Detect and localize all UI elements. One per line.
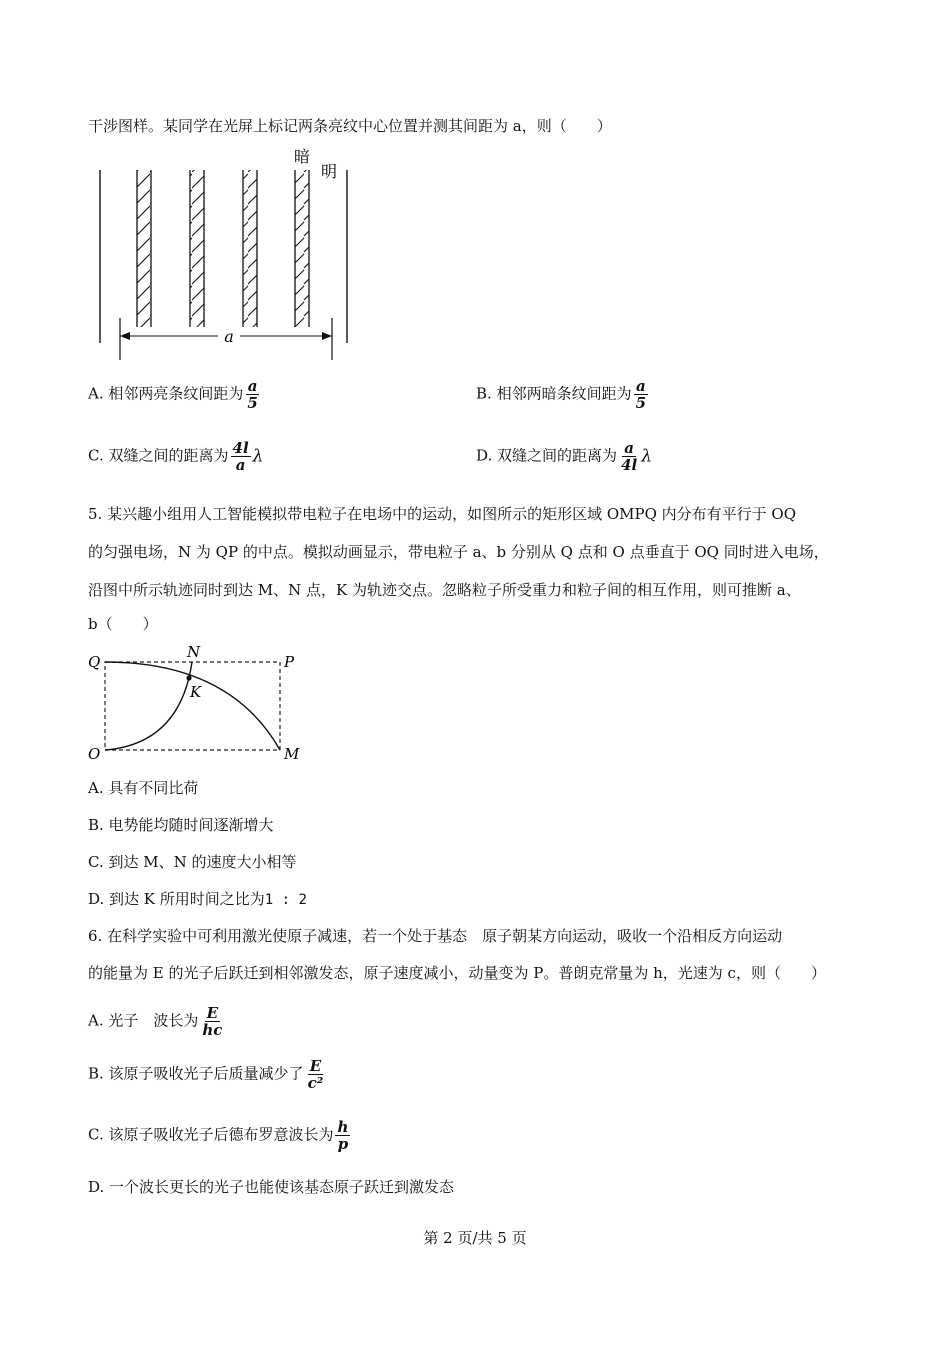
q5-stem-line-3: 沿图中所示轨迹同时到达 M、N 点，K 为轨迹交点。忽略粒子所受重力和粒子间的相互作用，则可推断 a、	[88, 581, 801, 599]
label-m: M	[284, 745, 300, 763]
fraction	[245, 378, 259, 411]
label-o: O	[88, 745, 101, 763]
label-k: K	[190, 683, 202, 701]
q5-stem-line-1: 5. 某兴趣小组用人工智能模拟带电粒子在电场中的运动，如图所示的矩形区域 OMPQ 内分布有平行于 OQ	[88, 505, 797, 523]
dark-fringe-3	[243, 170, 257, 327]
q5-option-d[interactable]	[88, 889, 307, 910]
dark-fringe-2	[190, 170, 204, 327]
numerator: 4l	[232, 439, 249, 457]
denominator: p	[337, 1135, 349, 1153]
q4-option-d[interactable]	[476, 440, 652, 473]
q6-option-b[interactable]	[88, 1058, 327, 1091]
trajectory-a	[105, 662, 280, 750]
option-text: 相邻两暗条纹间距为	[496, 384, 632, 403]
interference-figure	[80, 140, 380, 370]
q6-option-a[interactable]	[88, 1005, 226, 1038]
label-n: N	[187, 643, 201, 661]
q5-option-b[interactable]: B. 电势能均随时间逐渐增大	[88, 816, 274, 834]
numerator: a	[635, 377, 646, 395]
q4-stem-tail: 干涉图样。某同学在光屏上标记两条亮纹中心位置并测其间距为 a，则（ ）	[88, 117, 612, 135]
q4-option-a[interactable]	[88, 378, 262, 411]
denominator: 4l	[621, 456, 638, 474]
fraction	[231, 440, 251, 473]
fraction	[619, 440, 639, 473]
option-letter: A.	[88, 384, 104, 403]
numerator: E	[309, 1057, 322, 1075]
numerator: a	[624, 439, 634, 457]
arrow-right-icon	[322, 332, 332, 340]
ratio: 1 : 2	[264, 892, 307, 908]
option-text: C. 该原子吸收光子后德布罗意波长为	[88, 1125, 334, 1144]
q6-stem-line-1: 6. 在科学实验中可利用激光使原子减速，若一个处于基态 原子朝某方向运动，吸收一个沿相反方向运动	[88, 927, 783, 945]
field-figure	[80, 640, 310, 770]
lambda-symbol: λ	[252, 446, 264, 467]
numerator: a	[247, 377, 258, 395]
option-text: B. 该原子吸收光子后质量减少了	[88, 1064, 304, 1083]
q4-option-b[interactable]	[476, 378, 650, 411]
fraction	[335, 1119, 350, 1152]
q5-stem-line-4: b（ ）	[88, 615, 158, 633]
denominator: c²	[307, 1074, 324, 1092]
q6-stem-line-2: 的能量为 E 的光子后跃迁到相邻激发态，原子速度减小，动量变为 P。普朗克常量为 h，光速为 c，则（ ）	[88, 964, 826, 982]
point-k	[186, 675, 191, 680]
numerator: h	[337, 1118, 349, 1136]
option-text: 相邻两亮条纹间距为	[108, 384, 244, 403]
fraction	[306, 1058, 326, 1091]
option-text: 双缝之间的距离为	[497, 446, 618, 465]
option-letter: C.	[88, 446, 104, 465]
label-p: P	[284, 653, 295, 671]
denominator: 5	[247, 394, 258, 412]
q6-option-d[interactable]: D. 一个波长更长的光子也能使该基态原子跃迁到激发态	[88, 1178, 455, 1196]
denominator: a	[235, 456, 246, 474]
q6-option-c[interactable]	[88, 1119, 352, 1152]
page-footer: 第 2 页/共 5 页	[423, 1229, 527, 1247]
lambda-symbol: λ	[641, 446, 652, 467]
label-dark: 暗	[293, 147, 311, 166]
fraction	[200, 1005, 224, 1038]
q5-option-a[interactable]: A. 具有不同比荷	[88, 779, 199, 797]
q5-stem-line-2: 的匀强电场，N 为 QP 的中点。模拟动画显示，带电粒子 a、b 分别从 Q 点和 O 点垂直于 OQ 同时进入电场，	[88, 543, 829, 561]
label-q: Q	[88, 653, 101, 671]
fraction	[634, 378, 648, 411]
arrow-left-icon	[120, 332, 130, 340]
denominator: 5	[635, 394, 647, 412]
numerator: E	[206, 1004, 219, 1022]
denominator: hc	[202, 1021, 223, 1039]
option-text: A. 光子 波长为	[88, 1011, 199, 1030]
label-a: a	[224, 327, 234, 346]
label-bright: 明	[320, 162, 338, 181]
q4-option-c[interactable]	[88, 440, 263, 473]
option-text: 双缝之间的距离为	[108, 446, 229, 465]
q5-option-c[interactable]: C. 到达 M、N 的速度大小相等	[88, 853, 297, 871]
option-text: D. 到达 K 所用时间之比为	[88, 890, 265, 908]
option-letter: D.	[476, 446, 493, 465]
option-letter: B.	[476, 384, 492, 403]
dark-fringe-1	[137, 170, 151, 327]
trajectory-b	[105, 662, 192, 750]
dark-fringe-4	[295, 170, 309, 327]
